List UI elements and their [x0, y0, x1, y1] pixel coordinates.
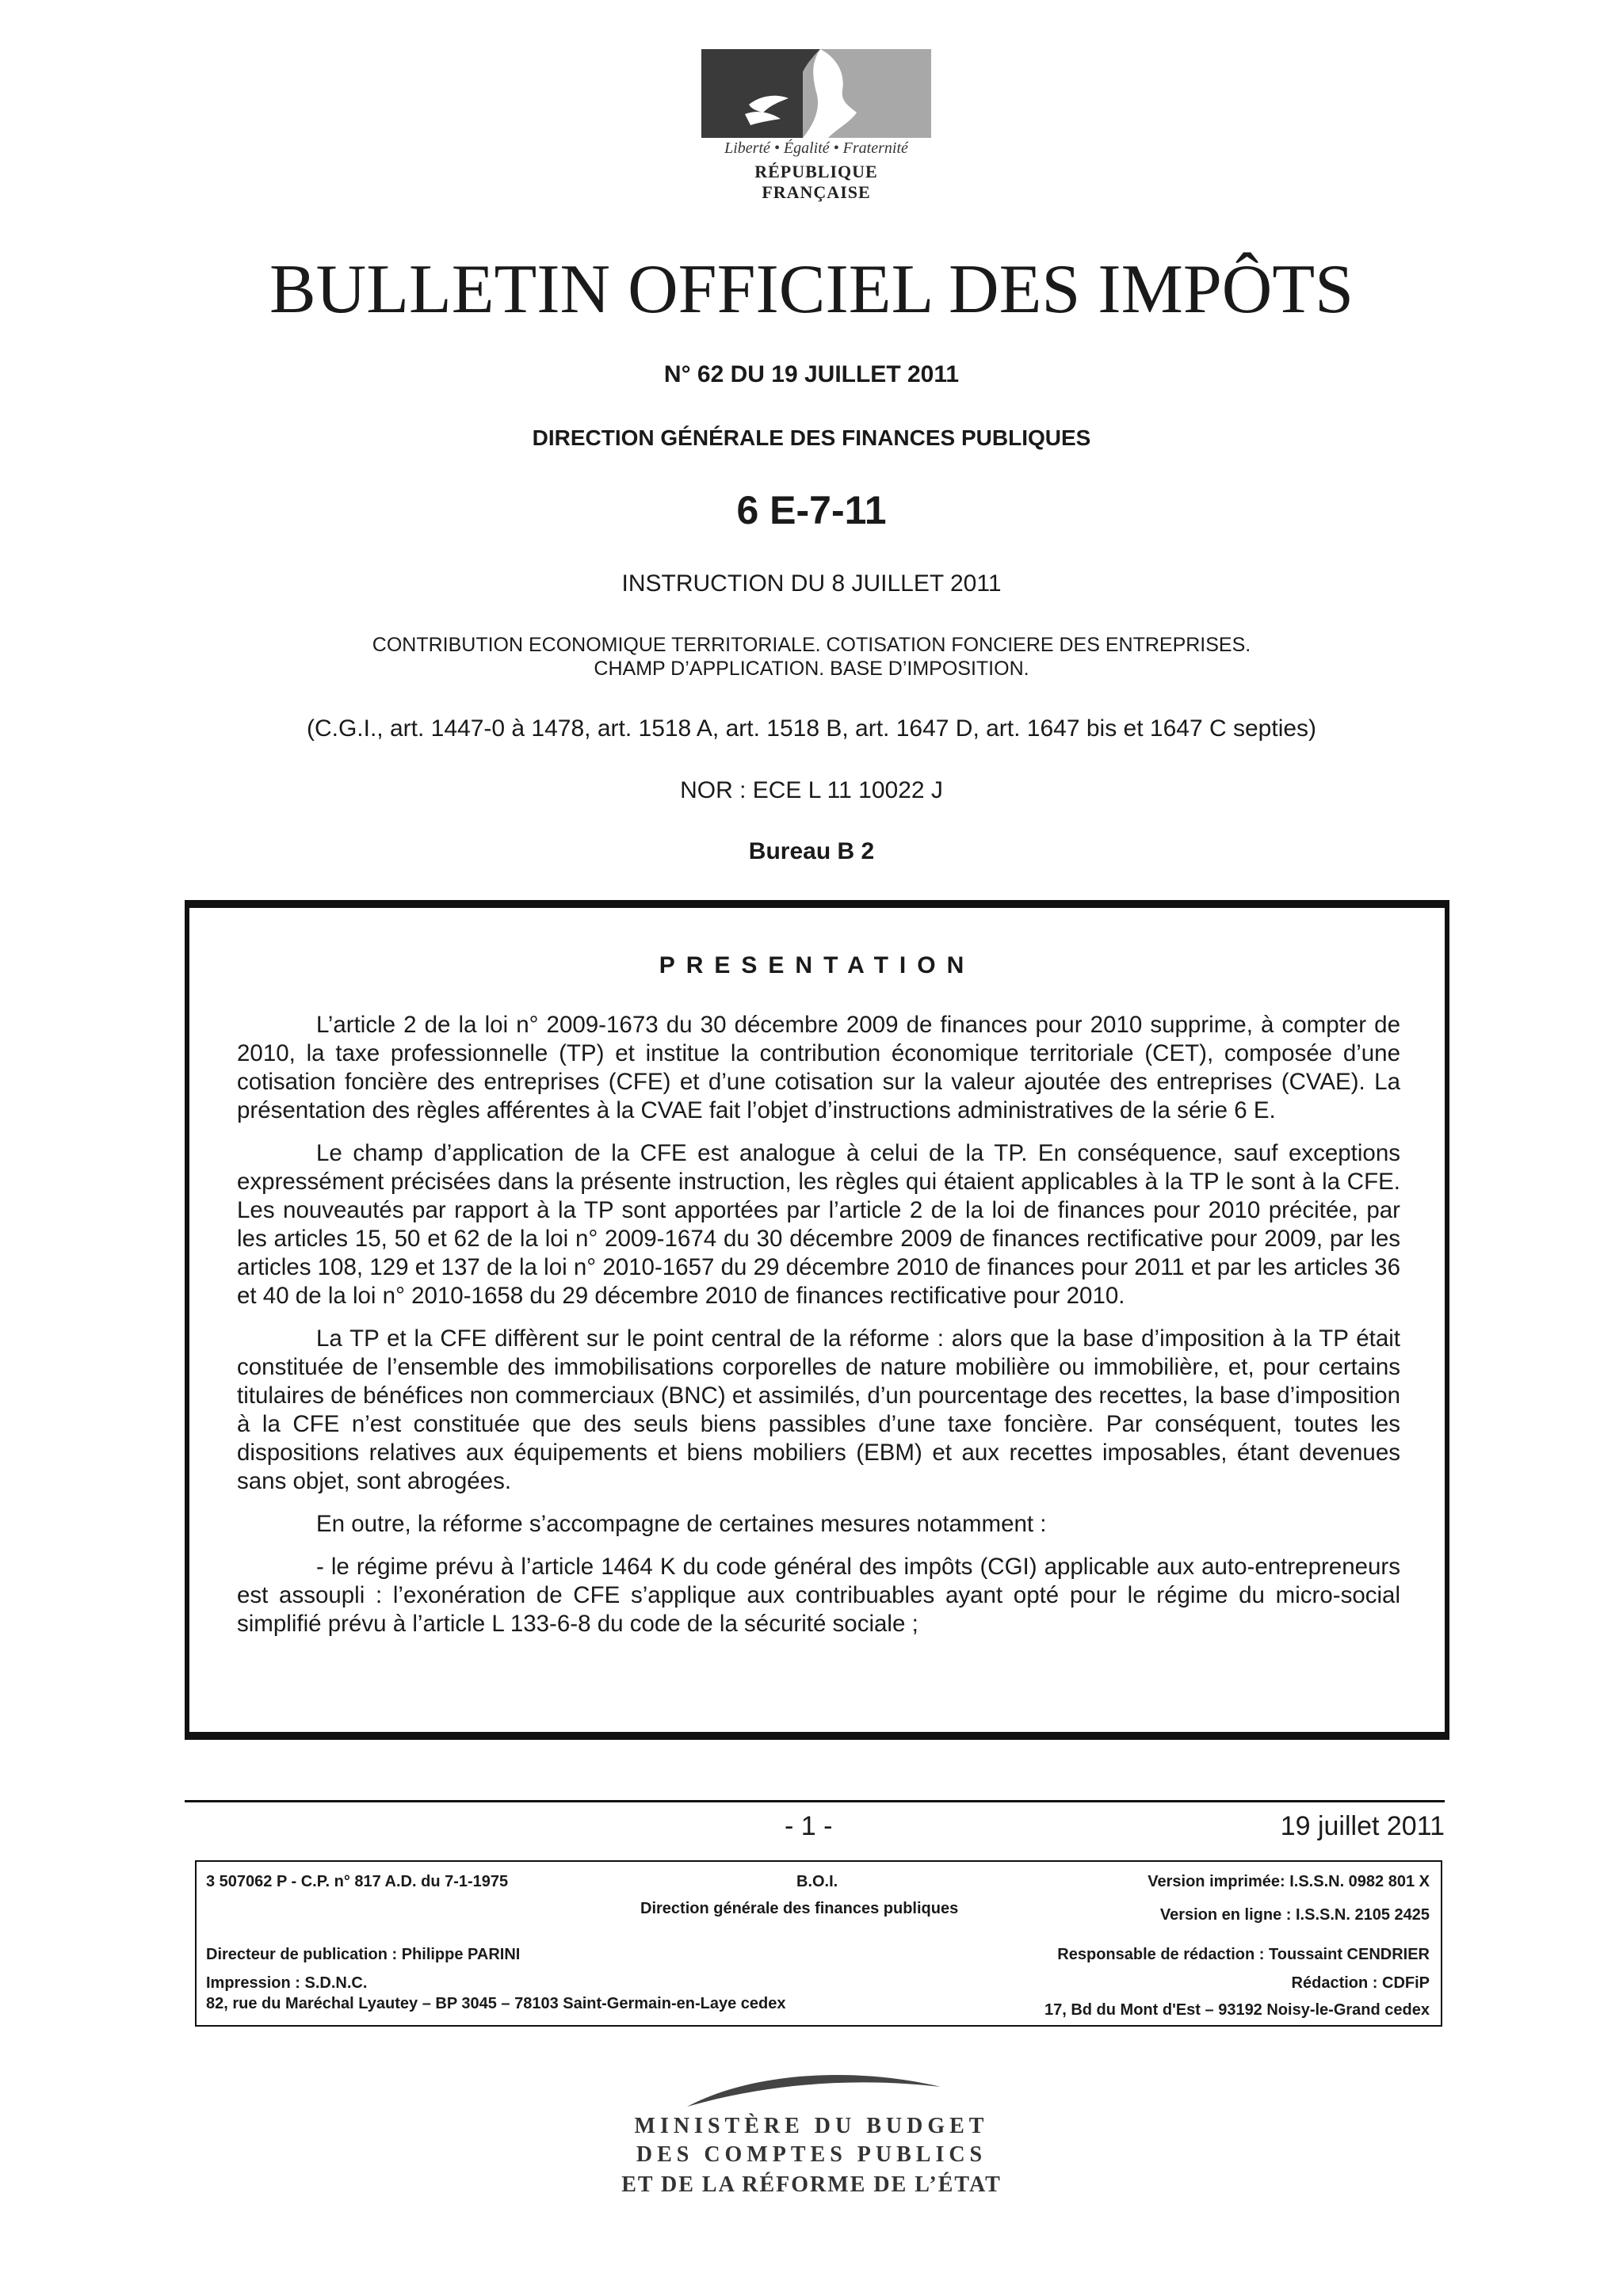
- presentation-paragraph: - le régime prévu à l’article 1464 K du code général des impôts (CGI) applicable aux auto-entrepreneurs est assoupli : l’exonération de CFE s’applique aux contribuables ayant opté pour le régime du micro-social simplifié prévu à l’article L 133-6-8 du code de la sécurité sociale ;: [237, 1554, 1400, 1637]
- marianne-logo-icon: [701, 49, 931, 138]
- republique-francaise-logo: [701, 49, 931, 202]
- ministry-line-1: MINISTÈRE DU BUDGET: [634, 2114, 989, 2138]
- presentation-box: [185, 900, 1449, 1740]
- footer-divider: [185, 1800, 1445, 1802]
- publication-director: Directeur de publication : Philippe PARINI: [206, 1946, 521, 1963]
- bulletin-title: BULLETIN OFFICIEL DES IMPÔTS: [269, 251, 1354, 328]
- cgi-references: (C.G.I., art. 1447-0 à 1478, art. 1518 A, art. 1518 B, art. 1647 D, art. 1647 bis et 1647 C septies): [306, 715, 1317, 742]
- presentation-paragraph: Le champ d’application de la CFE est analogue à celui de la TP. En conséquence, sauf exceptions expressément précisées dans la présente instruction, les règles qui étaient applicables à la TP le sont à la CFE. Les nouveautés par rapport à la TP sont apportées par l’article 2 de la loi de finances pour 2010 précitée, par les articles 15, 50 et 62 de la loi n° 2009-1674 du 30 décembre 2009 de finances rectificative pour 2009, par les articles 108, 129 et 137 de la loi n° 2010-1657 du 29 décembre 2010 de finances pour 2011 et par les articles 36 et 40 de la loi n° 2010-1658 du 29 décembre 2010 de finances rectificative pour 2010.: [237, 1140, 1400, 1309]
- subject-line-1: CONTRIBUTION ECONOMIQUE TERRITORIALE. COTISATION FONCIERE DES ENTREPRISES.: [372, 634, 1251, 656]
- direction-name: DIRECTION GÉNÉRALE DES FINANCES PUBLIQUES: [532, 425, 1091, 450]
- subject-line-2: CHAMP D’APPLICATION. BASE D’IMPOSITION.: [594, 658, 1029, 680]
- printing-address: 82, rue du Maréchal Lyautey – BP 3045 – 78103 Saint-Germain-en-Laye cedex: [206, 1995, 786, 2012]
- redaction-label: Rédaction : CDFiP: [1291, 1974, 1430, 1992]
- publication-info-box: [195, 1860, 1442, 2027]
- dgfip-label: Direction générale des finances publiques: [640, 1900, 959, 1917]
- printing-label: Impression : S.D.N.C.: [206, 1974, 368, 1992]
- footer-date: 19 juillet 2011: [1280, 1811, 1445, 1841]
- issn-online: Version en ligne : I.S.S.N. 2105 2425: [1159, 1906, 1430, 1924]
- redaction-address: 17, Bd du Mont d'Est – 93192 Noisy-le-Grand cedex: [1044, 2001, 1430, 2019]
- presentation-paragraph: L’article 2 de la loi n° 2009-1673 du 30 décembre 2009 de finances pour 2010 supprime, à compter de 2010, la taxe professionnelle (TP) et institue la contribution économique territoriale (CET), composée d’une cotisation foncière des entreprises (CFE) et d’une cotisation sur la valeur ajoutée des entreprises (CVAE). La présentation des règles afférentes à la CVAE fait l’objet d’instructions administratives de la série 6 E.: [237, 1012, 1400, 1123]
- nor-reference: NOR : ECE L 11 10022 J: [680, 777, 943, 803]
- boi-label: B.O.I.: [796, 1873, 838, 1890]
- ministry-line-2: DES COMPTES PUBLICS: [636, 2142, 987, 2167]
- instruction-code: 6 E-7-11: [736, 488, 887, 532]
- issue-number: N° 62 DU 19 JUILLET 2011: [663, 361, 960, 387]
- presentation-body: [237, 1011, 1400, 1653]
- presentation-title: PRESENTATION: [659, 952, 976, 978]
- cp-reference: 3 507062 P - C.P. n° 817 A.D. du 7-1-1975: [206, 1873, 509, 1890]
- presentation-paragraph: En outre, la réforme s’accompagne de certaines mesures notamment :: [316, 1511, 1047, 1537]
- instruction-date: INSTRUCTION DU 8 JUILLET 2011: [621, 570, 1002, 597]
- republic-motto: Liberté • Égalité • Fraternité: [724, 139, 908, 157]
- presentation-paragraph: La TP et la CFE diffèrent sur le point central de la réforme : alors que la base d’imposition à la TP était constituée de l’ensemble des immobilisations corporelles de nature mobilière ou immobilière, et, pour certains titulaires de bénéfices non commerciaux (BNC) et assimilés, d’un pourcentage des recettes, la base d’imposition à la CFE n’est constituée que des seuls biens passibles d’une taxe foncière. Par conséquent, toutes les dispositions relatives aux équipements et biens mobiliers (EBM) et aux recettes imposables, étant devenues sans objet, sont abrogées.: [237, 1325, 1400, 1494]
- editor-in-chief: Responsable de rédaction : Toussaint CENDRIER: [1057, 1946, 1430, 1963]
- republic-name: RÉPUBLIQUE FRANÇAISE: [754, 162, 878, 202]
- page-number: - 1 -: [785, 1811, 833, 1841]
- issn-print: Version imprimée: I.S.S.N. 0982 801 X: [1148, 1873, 1430, 1890]
- ministry-arc-icon: [683, 2063, 945, 2111]
- bureau-name: Bureau B 2: [748, 838, 875, 864]
- ministry-line-3: ET DE LA RÉFORME DE L’ÉTAT: [621, 2172, 1002, 2197]
